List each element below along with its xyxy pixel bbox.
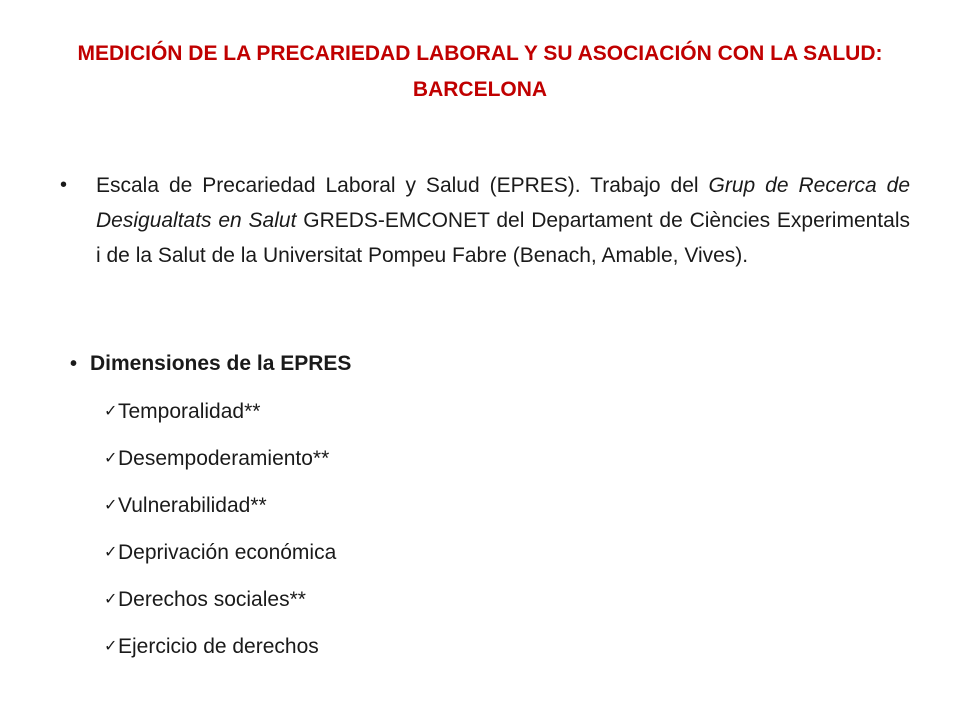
slide-title: MEDICIÓN DE LA PRECARIEDAD LABORAL Y SU ASOCIACIÓN CON LA SALUD: BARCELONA (77, 42, 883, 101)
list-item (104, 582, 910, 618)
checkmark-icon: ✓ (104, 638, 118, 655)
dimensions-heading: Dimensiones de la EPRES (90, 352, 352, 375)
list-item (104, 629, 910, 665)
dimensions-section (70, 346, 910, 676)
checkmark-icon: ✓ (104, 450, 118, 467)
dimension-label: Temporalidad** (118, 400, 261, 423)
list-item (104, 535, 910, 571)
list-item (104, 488, 910, 524)
intro-bullet (60, 168, 910, 273)
list-item (104, 441, 910, 477)
dimension-label: Vulnerabilidad** (118, 494, 267, 517)
bullet-dot-icon: • (60, 174, 68, 196)
dimension-label: Deprivación económica (118, 541, 337, 564)
list-item (104, 394, 910, 430)
dimension-label: Ejercicio de derechos (118, 635, 319, 658)
checkmark-icon: ✓ (104, 497, 118, 514)
checkmark-icon: ✓ (104, 591, 118, 608)
dimensions-heading-row (70, 346, 910, 382)
dimension-label: Derechos sociales** (118, 588, 306, 611)
intro-text (96, 168, 910, 273)
dimensions-list (104, 394, 910, 665)
checkmark-icon: ✓ (104, 403, 118, 420)
intro-text-part1: Escala de Precariedad Laboral y Salud (EPRES). Trabajo del (96, 174, 709, 197)
intro-bullet-row (60, 168, 910, 273)
intro-text-part2: GREDS-EMCONET del Departament de Ciències Experimentals i de la Salut de la Universitat Pompeu Fabre (Benach, Amable, Vives). (96, 209, 910, 267)
dimension-label: Desempoderamiento** (118, 447, 330, 470)
intro-text-italic: Grup de Recerca de Desigualtats en Salut (96, 174, 911, 232)
checkmark-icon: ✓ (104, 544, 118, 561)
bullet-dot-icon: • (70, 352, 78, 375)
